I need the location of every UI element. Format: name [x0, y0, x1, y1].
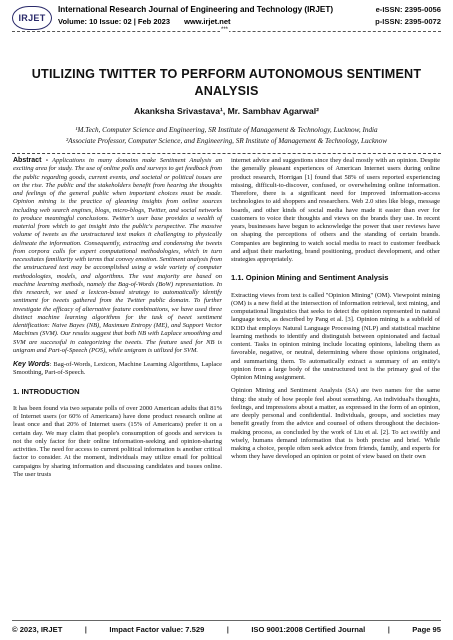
- section-heading-opinion-mining: 1.1. Opinion Mining and Sentiment Analysis: [231, 273, 389, 283]
- logo-text: IRJET: [18, 13, 46, 23]
- volume-issue: Volume: 10 Issue: 02 | Feb 2023: [58, 17, 171, 26]
- footer-divider: [12, 620, 441, 621]
- footer: [12, 625, 441, 634]
- keywords: [13, 361, 222, 378]
- right-column: [231, 157, 440, 467]
- abstract-text: Applications in many domains make Sentiment Analysis an exciting area for study. The use of online polls and surveys to get feedback from the public regarding goods, current events, and societal or political issues are on the rise. The public and the stakeholders benefit from hearing the thoughts and feelings of the general public when important choices must be made. Opinion mining is the practice of gleaning insights from online sources including web search engines, blogs, micro-blogs, Twitter, and social networks to produce meaningful conclusions. Twitter's user base provides a wealth of material from which to get insight into the public's perspective. The massive volume of tweets as the unstructured text makes it challenging to physically delineate the information. Consequently, extracting and condensing the tweets from corpora calls for expert computational methodologies, which in turn necessitates familiarity with terms that convey emotion. Sentiment analysis from the unstructured text may be accomplished using a wide variety of computer methodologies, models, and algorithms. The vast majority are based on machine learning methods, namely the Bag-of-Words (BoW) representation. In this research, we used a lexicon-based strategy to automatically identify sentiment for tweets gathered from the Twitter public domain. To further investigate the efficacy of alternative feature combinations, we have used three distinct machine learning algorithms for the task of tweet sentiment identification: Naive Bayes (NB), Maximum Entropy (ME), and Support Vector Machines (SVM). Our results suggest that both NB with Laplace smoothing and SVM are successful in categorizing the tweets. The feature used for NB is unigram and Part-of-Speech (POS), while unigram is utilized for SVM.: [13, 157, 222, 354]
- journal-name: International Research Journal of Engineering and Technology (IRJET): [58, 5, 334, 14]
- affiliation-1: ¹M.Tech, Computer Science and Engineering, SR Institute of Management & Technology, Lucknow, India: [75, 126, 378, 134]
- pissn: p-ISSN: 2395-0072: [375, 17, 441, 26]
- header-divider-stars: ***: [221, 27, 229, 33]
- footer-copyright: © 2023, IRJET: [12, 625, 63, 634]
- footer-separator: |: [84, 625, 87, 634]
- footer-impact-factor: Impact Factor value: 7.529: [109, 625, 205, 634]
- footer-separator: |: [226, 625, 229, 634]
- keywords-text: : Bag-of-Words, Lexicon, Machine Learning Algorithms, Laplace Smoothing, Part-of-Speech.: [13, 361, 223, 377]
- footer-iso: ISO 9001:2008 Certified Journal: [251, 625, 366, 634]
- footer-separator: |: [387, 625, 390, 634]
- journal-website[interactable]: www.irjet.net: [184, 17, 231, 26]
- intro-paragraph-1: It has been found via two separate polls of over 2000 American adults that 81% of Internet users (or 60% of Americans) have done product research online at least once and that 20% of Internet users (15% of Americans) prefer it on a certain day. We may claim that people's consumption of goods and services is not the only factor for their online information-seeking and opinion-sharing activities. The need for access to current political information is another critical factor to consider. At the moment, individuals may utilize email for political campaigns by sharing information and discussing candidates and issues online. The user trusts: [13, 404, 222, 478]
- paper-title: [20, 66, 433, 100]
- footer-page-number: Page 95: [412, 625, 441, 634]
- opinion-mining-paragraph-2: Opinion Mining and Sentiment Analysis (SA) are two names for the same thing: the study of how people feel about something. An individual's thoughts, feelings, and impressions about a matter, as expressed in the form of an opinion, are deeply personal and confidential. Individuals, groups, and societies may benefit greatly from the advice and counsel of others throughout the decision-making process, as concluded by the work of Liu et al. [2]. To act swiftly and wisely, humans demand information that is both precise and brief. While making a choice, people often seek advice from friends, family, and experts for whom they have developed an opinion or point of view based on their own: [231, 387, 440, 461]
- title-line-2: ANALYSIS: [194, 84, 259, 98]
- title-line-1: UTILIZING TWITTER TO PERFORM AUTONOMOUS SENTIMENT: [31, 67, 422, 81]
- eissn: e-ISSN: 2395-0056: [375, 5, 441, 14]
- opinion-mining-paragraph-1: Extracting views from text is called "Opinion Mining" (OM). Viewpoint mining (OM) is a new field at the intersection of information retrieval, text mining, and computational linguistics that seeks to detect the opinion represented in natural language texts, as described by Pang et al. [3]. Opinion mining is a subfield of KDD that employs Natural Language Processing (NLP) and statistical machine learning methods to identify and distinguish between opinionated and factual content. Tasks in opinion mining include locating opinions, labeling them as favorable, negative, or neutral, determining where those opinions originated, and summarising them. To automatically extract a summary of an entity's opinion from a large body of the unstructured text is the primary goal of the Opinion Mining assignment.: [231, 291, 440, 381]
- title-divider: [12, 153, 441, 154]
- left-column: [13, 157, 222, 484]
- abstract-label: Abstract -: [13, 157, 49, 164]
- irjet-logo: [12, 6, 52, 30]
- abstract: [13, 157, 222, 355]
- volume-line: [58, 17, 243, 26]
- intro-paragraph-continued: internet advice and suggestions since they deal mostly with an opinion. Despite the generally pleasant experiences of American Internet users during online product research, Horrigan [1] found that 58% of users reported experiencing missing, difficult-to-discover, confused, or overwhelming online information. Therefore, there is a significant need for improved information-access technologies to aid shoppers and researchers. Web 2.0 sites like blogs, message boards, and other kinds of social media have made it easier than ever for customers to voice their thoughts and views on the brands they use. In recent years, businesses have begun to acknowledge the power that user reviews have on shaping the perceptions of others and the standing of certain brands. Companies are beginning to watch social media to react to customer feedback and adjust their marketing, brand positioning, product development, and other strategies appropriately.: [231, 157, 440, 263]
- authors: Akanksha Srivastava¹, Mr. Sambhav Agarwal²: [133, 106, 319, 116]
- section-heading-introduction: 1. INTRODUCTION: [13, 386, 80, 396]
- affiliation-2: ²Associate Professor, Computer Science, and Engineering, SR Institute of Management & Technology, Lucknow: [65, 137, 388, 145]
- keywords-label: Key Words: [13, 361, 50, 368]
